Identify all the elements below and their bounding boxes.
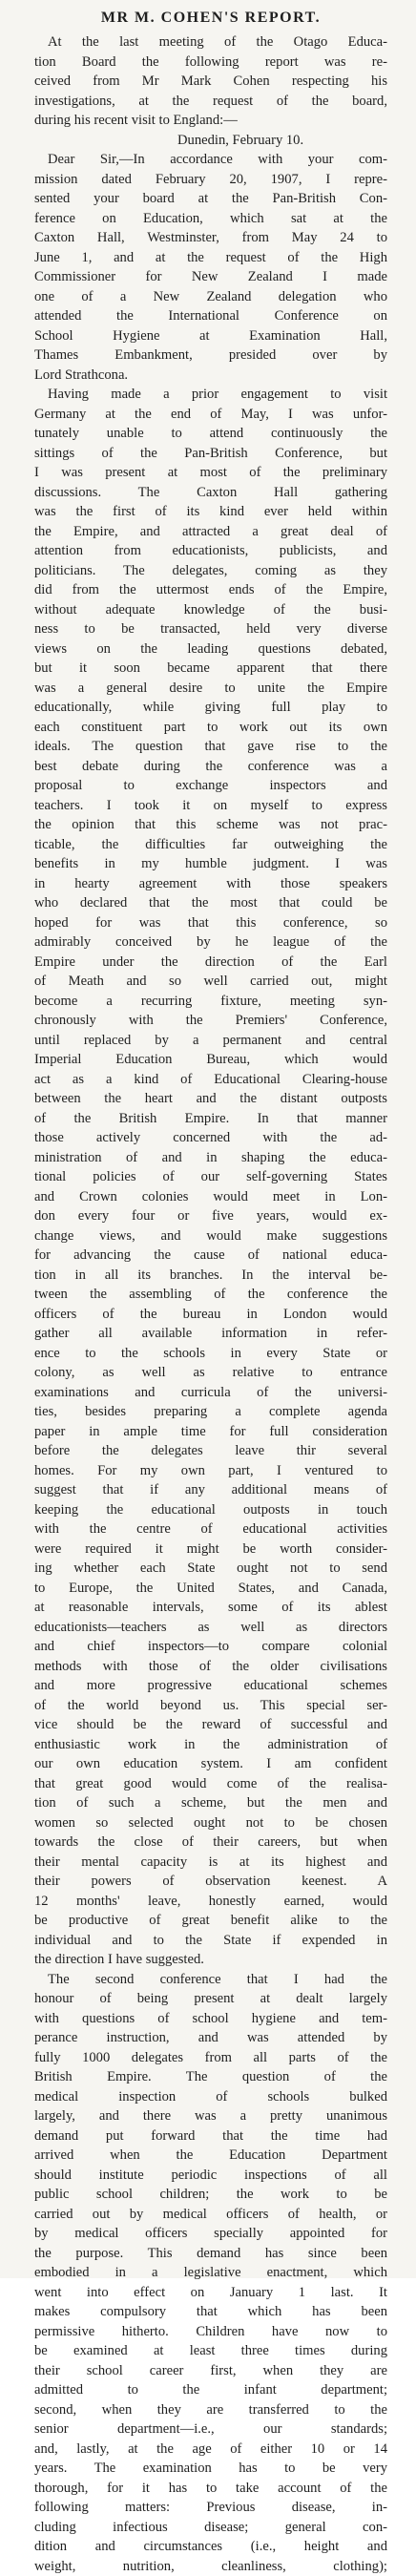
text-line: without adequate knowledge of the busi- bbox=[34, 600, 387, 620]
text-line: June 1, and at the request of the High bbox=[34, 248, 387, 268]
text-line: don every four or five years, would ex- bbox=[34, 1206, 387, 1226]
text-line: investigations, at the request of the board, bbox=[34, 92, 387, 112]
text-line: those actively concerned with the ad- bbox=[34, 1128, 387, 1148]
text-line: ticable, the difficulties far outweighing the bbox=[34, 835, 387, 855]
text-line: perance instruction, and was attended by bbox=[34, 2028, 387, 2048]
text-line: At the last meeting of the Otago Educa- bbox=[34, 32, 387, 52]
text-line: with the centre of educational activities bbox=[34, 1519, 387, 1539]
text-line: each constituent part to work out its own bbox=[34, 718, 387, 738]
text-line: before the delegates leave thir several bbox=[34, 1441, 387, 1461]
text-line: officers of the bureau in London would bbox=[34, 1305, 387, 1325]
text-line: and more progressive educational schemes bbox=[34, 1676, 387, 1696]
text-line: individual and to the State if expended in bbox=[34, 1931, 387, 1951]
text-line: should institute periodic inspections of all bbox=[34, 2166, 387, 2186]
text-line: the Empire, and attracted a great deal of bbox=[34, 522, 387, 542]
text-line: was the first of its kind ever held within bbox=[34, 502, 387, 522]
text-line: the opinion that this scheme was not prac- bbox=[34, 815, 387, 835]
text-line: public school children; the work to be bbox=[34, 2185, 387, 2205]
text-line: Dear Sir,—In accordance with your com- bbox=[34, 150, 387, 170]
text-line: did from the uttermost ends of the Empire, bbox=[34, 580, 387, 600]
text-line: homes. For my own part, I ventured to bbox=[34, 1461, 387, 1481]
text-line: I was present at most of the preliminary bbox=[34, 463, 387, 483]
text-line: thorough, for it has to take account of the bbox=[34, 2479, 387, 2499]
text-line: attention from educationists, publicists, and bbox=[34, 541, 387, 561]
text-line: ministration of and in shaping the educa- bbox=[34, 1148, 387, 1168]
text-line: largely, and there was a pretty unanimous bbox=[34, 2106, 387, 2126]
article-headline: MR M. COHEN'S REPORT. bbox=[34, 10, 387, 27]
text-line: ideals. The question that gave rise to the bbox=[34, 737, 387, 757]
text-line: enthusiastic work in the administration of bbox=[34, 1735, 387, 1755]
text-line: gather all available information in refer- bbox=[34, 1324, 387, 1344]
text-line: change views, and would make suggestions bbox=[34, 1226, 387, 1246]
text-line: act as a kind of Educational Clearing-house bbox=[34, 1070, 387, 1090]
text-line: Germany at the end of May, I was unfor- bbox=[34, 405, 387, 425]
text-line: by medical officers specially appointed for bbox=[34, 2224, 387, 2244]
text-line: Having made a prior engagement to visit bbox=[34, 385, 387, 405]
text-line: paper in ample time for full consideration bbox=[34, 1422, 387, 1442]
text-line: was a general desire to unite the Empire bbox=[34, 679, 387, 699]
text-line: 12 months' leave, honestly earned, would bbox=[34, 1892, 387, 1912]
text-line: to Europe, the United States, and Canada, bbox=[34, 1579, 387, 1599]
text-line: ing whether each State ought not to send bbox=[34, 1559, 387, 1579]
text-line: sittings of the Pan-British Conference, but bbox=[34, 444, 387, 464]
text-line: ference on Education, which sat at the bbox=[34, 209, 387, 229]
text-line: School Hygiene at Examination Hall, bbox=[34, 326, 387, 346]
text-line: permissive hitherto. Children have now to bbox=[34, 2322, 387, 2342]
text-line: but it soon became apparent that there bbox=[34, 659, 387, 679]
text-line: second, when they are transferred to the bbox=[34, 2400, 387, 2420]
text-line: fully 1000 delegates from all parts of the bbox=[34, 2048, 387, 2068]
text-line: and chief inspectors—to compare colonial bbox=[34, 1637, 387, 1657]
text-line: hoped for was that this conference, so bbox=[34, 913, 387, 933]
text-line: one of a New Zealand delegation who bbox=[34, 287, 387, 307]
text-line: keeping the educational outposts in touch bbox=[34, 1500, 387, 1520]
text-line: towards the close of their careers, but when bbox=[34, 1833, 387, 1853]
text-line: views on the leading questions debated, bbox=[34, 639, 387, 660]
text-line: sented your board at the Pan-British Con- bbox=[34, 189, 387, 209]
text-line: with questions of school hygiene and tem- bbox=[34, 2009, 387, 2029]
text-line: become a recurring fixture, meeting syn- bbox=[34, 992, 387, 1012]
text-line: politicians. The delegates, coming as they bbox=[34, 561, 387, 581]
text-line: and Crown colonies would meet in Lon- bbox=[34, 1187, 387, 1207]
text-line: the purpose. This demand has since been bbox=[34, 2244, 387, 2264]
text-line: British Empire. The question of the bbox=[34, 2067, 387, 2087]
text-line: Lord Strathcona. bbox=[34, 366, 387, 386]
text-line: tion of such a scheme, but the men and bbox=[34, 1793, 387, 1813]
text-line: their school career first, when they are bbox=[34, 2361, 387, 2381]
text-line: of Meath and so well carried out, might bbox=[34, 972, 387, 992]
text-line: of the world beyond us. This special ser- bbox=[34, 1696, 387, 1716]
text-line: educationally, while giving full play to bbox=[34, 698, 387, 718]
text-line: methods with those of the older civilisations bbox=[34, 1657, 387, 1677]
text-line: following matters: Previous disease, in- bbox=[34, 2498, 387, 2518]
text-line: honour of being present at dealt largely bbox=[34, 1989, 387, 2009]
text-line: Caxton Hall, Westminster, from May 24 to bbox=[34, 228, 387, 248]
text-line: makes compulsory that which has been bbox=[34, 2302, 387, 2322]
text-line: tional policies of our self-governing States bbox=[34, 1167, 387, 1187]
text-line: medical inspection of schools bulked bbox=[34, 2087, 387, 2107]
text-line: cluding infectious disease; general con- bbox=[34, 2518, 387, 2538]
text-line: suggest that if any additional means of bbox=[34, 1480, 387, 1500]
text-line: proposal to exchange inspectors and bbox=[34, 776, 387, 796]
text-line: for advancing the cause of national educa- bbox=[34, 1246, 387, 1266]
text-line: mission dated February 20, 1907, I repre- bbox=[34, 170, 387, 190]
text-line: ence to the schools in every State or bbox=[34, 1344, 387, 1364]
text-line: and, lastly, at the age of either 10 or 14 bbox=[34, 2440, 387, 2460]
text-line: were required it might be worth consider- bbox=[34, 1539, 387, 1560]
text-line: until replaced by a permanent and central bbox=[34, 1031, 387, 1051]
text-line: examinations and curricula of the universi- bbox=[34, 1383, 387, 1403]
text-line: teachers. I took it on myself to express bbox=[34, 796, 387, 816]
text-line: our own education system. I am confident bbox=[34, 1754, 387, 1774]
text-line: ness to be transacted, held very diverse bbox=[34, 619, 387, 639]
text-line: admitted to the infant department; bbox=[34, 2380, 387, 2400]
text-line: Commissioner for New Zealand I made bbox=[34, 267, 387, 287]
text-line: during his recent visit to England:— bbox=[34, 111, 387, 131]
text-line: their mental capacity is at its highest and bbox=[34, 1853, 387, 1873]
text-line: best debate during the conference was a bbox=[34, 757, 387, 777]
text-line: The second conference that I had the bbox=[34, 1970, 387, 1990]
text-line: of the British Empire. In that manner bbox=[34, 1109, 387, 1129]
text-line: admirably conceived by he league of the bbox=[34, 932, 387, 953]
text-line: ties, besides preparing a complete agenda bbox=[34, 1402, 387, 1422]
text-line: arrived when the Education Department bbox=[34, 2146, 387, 2166]
text-line: the direction I have suggested. bbox=[34, 1950, 387, 1970]
text-line: weight, nutrition, cleanliness, clothing); bbox=[34, 2557, 387, 2576]
text-line: carried out by medical officers of health, or bbox=[34, 2205, 387, 2225]
text-line: tunately unable to attend continuously the bbox=[34, 424, 387, 444]
text-line: tion in all its branches. In the interval be- bbox=[34, 1266, 387, 1286]
text-line: years. The examination has to be very bbox=[34, 2459, 387, 2479]
text-line: demand put forward that the time had bbox=[34, 2126, 387, 2147]
text-line: that great good would come of the realisa- bbox=[34, 1774, 387, 1794]
text-line: at reasonable intervals, some of its ablest bbox=[34, 1598, 387, 1618]
text-line: vice should be the reward of successful and bbox=[34, 1715, 387, 1735]
text-line: ceived from Mr Mark Cohen respecting his bbox=[34, 72, 387, 92]
text-line: discussions. The Caxton Hall gathering bbox=[34, 483, 387, 503]
text-line: who declared that the most that could be bbox=[34, 893, 387, 913]
text-line: women so selected ought not to be chosen bbox=[34, 1813, 387, 1833]
text-line: Imperial Education Bureau, which would bbox=[34, 1050, 387, 1070]
text-line: tween the assembling of the conference the bbox=[34, 1285, 387, 1305]
text-line: senior department—i.e., our standards; bbox=[34, 2419, 387, 2440]
text-line: dition and circumstances (i.e., height and bbox=[34, 2537, 387, 2557]
text-line: be examined at least three times during bbox=[34, 2341, 387, 2361]
text-line: Empire under the direction of the Earl bbox=[34, 953, 387, 973]
text-line: benefits in my humble judgment. I was bbox=[34, 854, 387, 874]
text-line: chronously with the Premiers' Conference, bbox=[34, 1011, 387, 1031]
text-line: tion Board the following report was re- bbox=[34, 52, 387, 73]
text-line: educationists—teachers as well as directors bbox=[34, 1618, 387, 1638]
article-body bbox=[34, 32, 387, 2576]
text-line: went into effect on January 1 last. It bbox=[34, 2283, 387, 2303]
text-line: in hearty agreement with those speakers bbox=[34, 874, 387, 894]
text-line: Dunedin, February 10. bbox=[34, 131, 387, 151]
text-line: embodied in a legislative enactment, which bbox=[34, 2263, 387, 2283]
text-line: Thames Embankment, presided over by bbox=[34, 346, 387, 366]
text-line: between the heart and the distant outposts bbox=[34, 1089, 387, 1109]
text-line: be productive of great benefit alike to the bbox=[34, 1911, 387, 1931]
text-line: attended the International Conference on bbox=[34, 306, 387, 326]
text-line: their powers of observation keenest. A bbox=[34, 1872, 387, 1892]
text-line: colony, as well as relative to entrance bbox=[34, 1363, 387, 1383]
